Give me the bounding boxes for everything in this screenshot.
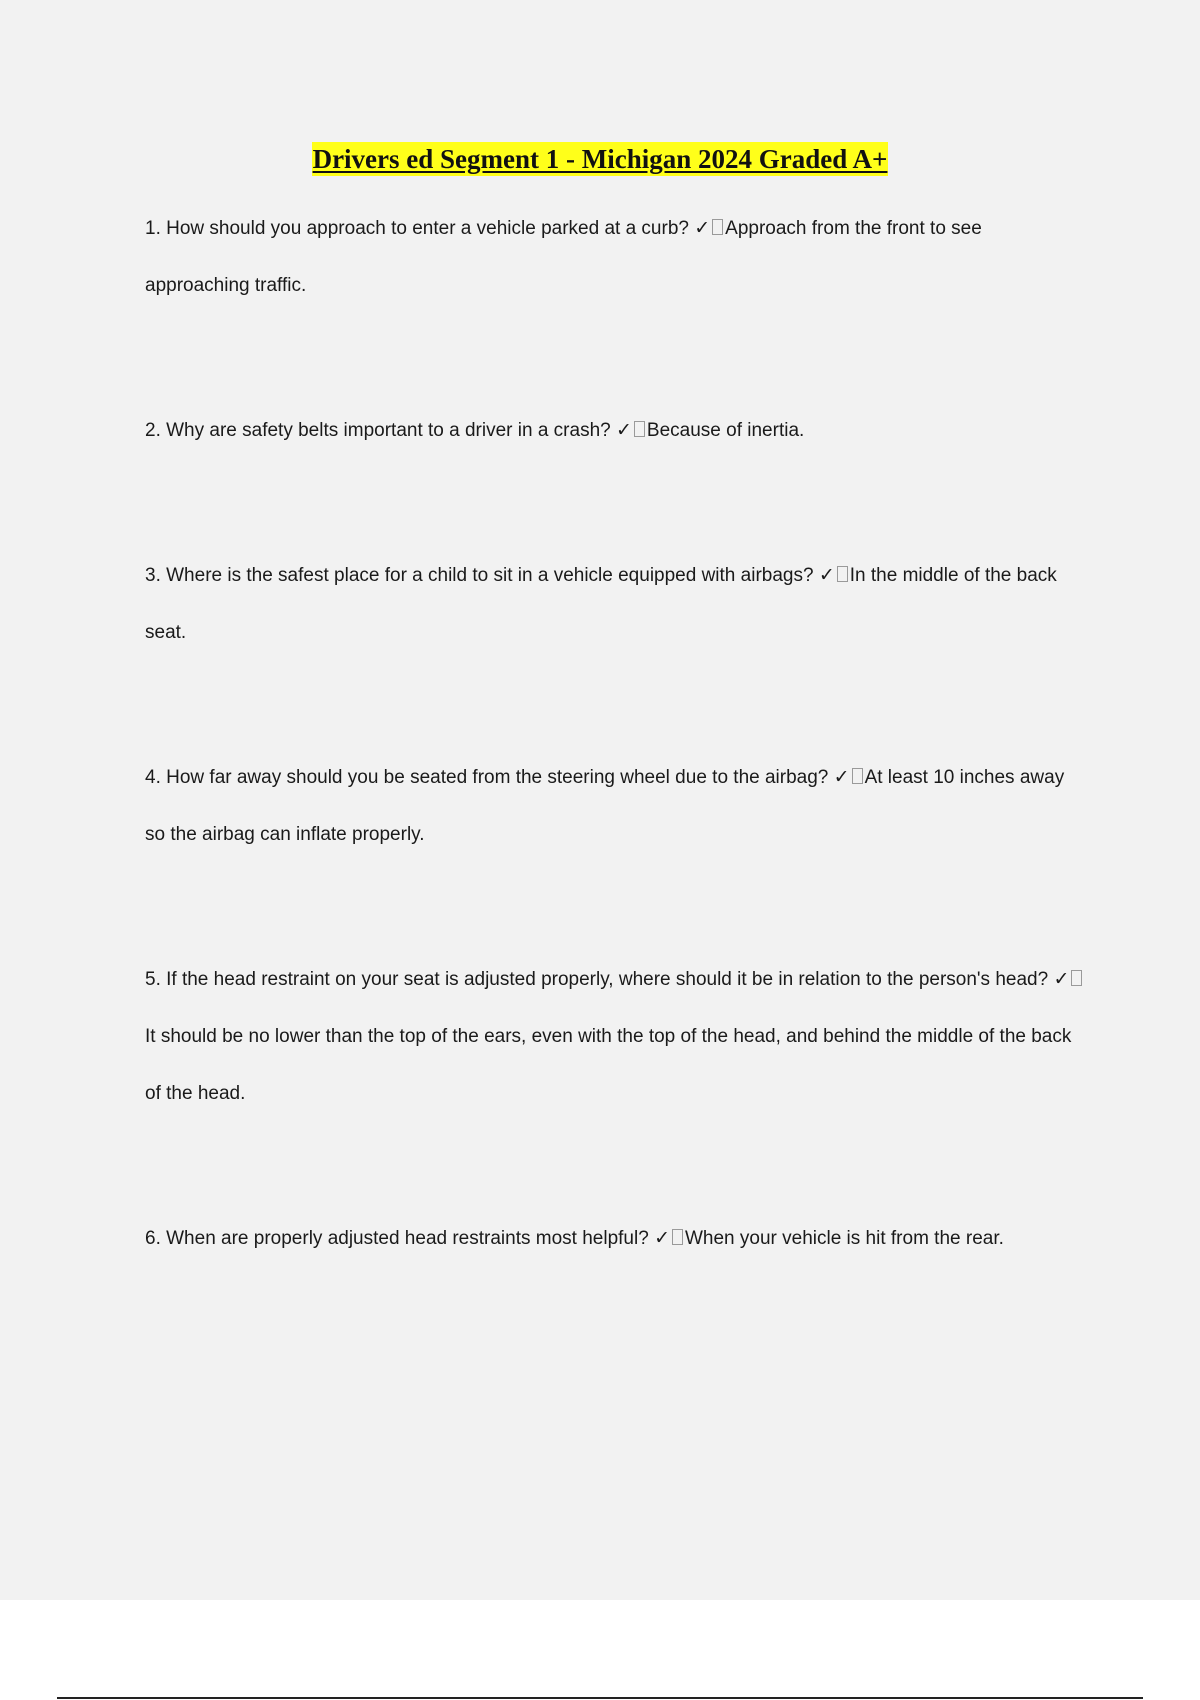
footer-divider: [57, 1697, 1143, 1699]
title-container: [0, 142, 1200, 176]
answer-text: Approach from the front to see approaching traffic.: [145, 218, 982, 296]
question-item: [145, 200, 1085, 314]
question-item: [145, 1210, 1085, 1267]
answer-text: When your vehicle is hit from the rear.: [684, 1228, 1004, 1249]
question-item: [145, 951, 1085, 1122]
question-list: [145, 200, 1085, 1355]
missing-glyph-box: [712, 219, 723, 235]
question-item: [145, 547, 1085, 661]
missing-glyph-box: [852, 768, 863, 784]
question-text: 5. If the head restraint on your seat is adjusted properly, where should it be in relation to the person's head?: [145, 969, 1049, 990]
answer-text: Because of inertia.: [646, 420, 805, 441]
check-mark-icon: ✓: [694, 218, 711, 239]
question-text: 6. When are properly adjusted head restraints most helpful?: [145, 1228, 649, 1249]
question-text: 2. Why are safety belts important to a driver in a crash?: [145, 420, 611, 441]
document-title: Drivers ed Segment 1 - Michigan 2024 Graded A+: [312, 144, 888, 174]
check-mark-icon: ✓: [818, 565, 835, 586]
answer-text: It should be no lower than the top of the ears, even with the top of the head, and behind the middle of the back of the head.: [145, 1026, 1072, 1104]
check-mark-icon: ✓: [1053, 969, 1070, 990]
question-item: [145, 749, 1085, 863]
missing-glyph-box: [1071, 970, 1082, 986]
missing-glyph-box: [634, 421, 645, 437]
question-text: 1. How should you approach to enter a vehicle parked at a curb?: [145, 218, 689, 239]
answer-text: In the middle of the back seat.: [145, 565, 1057, 643]
question-item: [145, 402, 1085, 459]
check-mark-icon: ✓: [616, 420, 632, 441]
question-text: 3. Where is the safest place for a child to sit in a vehicle equipped with airbags?: [145, 565, 814, 586]
check-mark-icon: ✓: [833, 767, 850, 788]
check-mark-icon: ✓: [654, 1228, 670, 1249]
question-text: 4. How far away should you be seated from the steering wheel due to the airbag?: [145, 767, 829, 788]
missing-glyph-box: [837, 566, 848, 582]
missing-glyph-box: [672, 1229, 683, 1245]
answer-text: At least 10 inches away so the airbag can inflate properly.: [145, 767, 1065, 845]
